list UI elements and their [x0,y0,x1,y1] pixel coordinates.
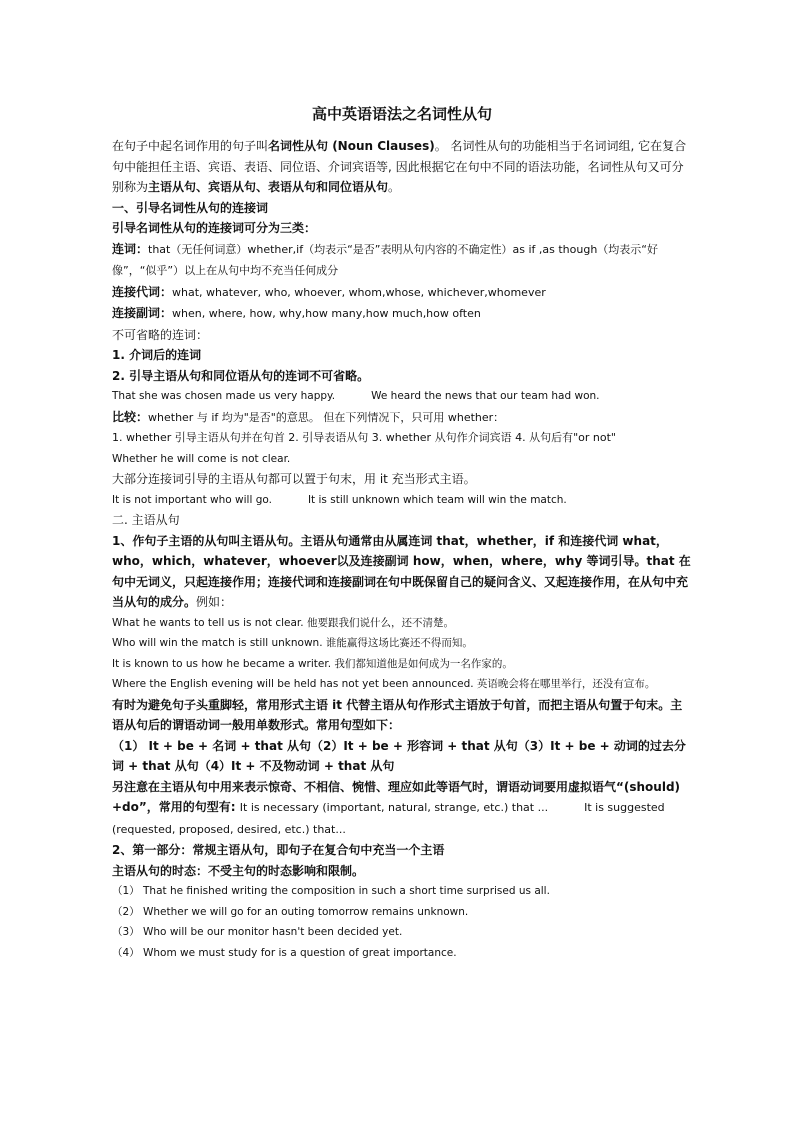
subject-example-3: It is known to us how he became a writer. 我们都知道他是如何成为一名作家的。 [112,657,513,670]
section-1-heading: 一、引导名词性从句的连接词 [112,200,269,215]
it-subject-note: 大部分连接词引导的主语从句都可以置于句末，用 it 充当形式主语。 [112,472,476,486]
section-1-subheading: 引导名词性从句的连接词可分为三类： [112,221,317,235]
omit-rule-2: 2. 引导主语从句和同位语从句的连词不可省略。 [112,368,370,383]
example-3a: It is not important who will go. [112,493,272,506]
list-item: （4） Whom we must study for is a question of great importance. [112,946,457,959]
omit-heading: 不可省略的连词： [112,327,209,342]
intro-text-1: 在句子中起名词作用的句子叫 [112,139,269,153]
definition-text: 1、作句子主语的从句叫主语从句。主语从句通常由从属连词 that，whether，if 和连接代词 what，who，which，whatever，whoever以及连接副词 how，when，where，why 等词引导。that 在句中无词义，只起连接作用；连接代词和连接副词在句中既保留自己的疑问含义、又起连接作用，在从句中充当从句的成分。 [112,533,691,609]
subjunctive-text: 另注意在主语从句中用来表示惊奇、不相信、惋惜、理应如此等语气时，谓语动词要用虚拟语气“(should) +do”，常用的句型有: [112,779,681,814]
list-item: （2） Whether we will go for an outing tomorrow remains unknown. [112,905,469,918]
example-line-2: Whether he will come is not clear. [112,452,291,465]
intro-text-2: 。 名词性从句的功能相当于名词词组, 它在复合句中能担任主语、宾语、表语、同位语、介词宾语等, 因此根据它在句中不同的语法功能，名词性从句又可分别称为 [112,139,687,194]
conjunction-line [112,239,692,282]
conjunction-text: that（无任何词意）whether,if（均表示“是否”表明从句内容的不确定性）as if ,as though（均表示“好像”，“似乎”）以上在从句中均不充当任何成分 [112,242,658,277]
intro-text-3: 。 [388,180,401,194]
subject-example-4: Where the English evening will be held has not yet been announced. 英语晚会将在哪里举行，还没有宣布。 [112,678,656,690]
example-1a: That she was chosen made us very happy. [112,390,336,402]
compare-list: 1. whether 引导主语从句并在句首 2. 引导表语从句 3. whether 从句作介词宾语 4. 从句后有"or not" [112,431,616,444]
subjunctive-pattern-2: It is suggested (requested, proposed, desired, etc.) that... [112,801,665,836]
compare-line [112,407,692,429]
section-2-heading: 二. 主语从句 [112,513,180,527]
example-line-3 [112,490,692,511]
sentence-patterns: （1） It + be + 名词 + that 从句（2）It + be + 形容词 + that 从句（3）It + be + 动词的过去分词 + that 从句（4）It + 不及物动词 + that 从句 [112,738,686,773]
subjunctive-pattern-1: It is necessary (important, natural, strange, etc.) that ... [239,801,549,814]
example-line-1 [112,386,692,407]
pronoun-label: 连接代词： [112,284,173,299]
formal-subject-paragraph: 有时为避免句子头重脚轻，常用形式主语 it 代替主语从句作形式主语放于句首，而把主语从句置于句末。主语从句后的谓语动词一般用单数形式。常用句型如下： [112,697,683,732]
subject-clause-definition [112,531,692,613]
adverb-text: when, where, how, why,how many,how much,how often [172,307,481,320]
example-3b: It is still unknown which team will win the match. [307,493,567,506]
subjunctive-paragraph [112,777,692,841]
subject-example-2: Who will win the match is still unknown. 谁能赢得这场比赛还不得而知。 [112,637,473,649]
list-item: （3） Who will be our monitor hasn't been decided yet. [112,926,403,938]
conjunction-label: 连词： [112,241,149,256]
tense-note: 主语从句的时态：不受主句的时态影响和限制。 [112,863,365,878]
intro-paragraph [112,136,692,198]
omit-rule-1: 1. 介词后的连词 [112,348,202,362]
compare-label: 比较： [112,409,149,424]
intro-clause-types: 主语从句、宾语从句、表语从句和同位语从句 [148,180,389,194]
part-one-heading: 2、第一部分：常规主语从句，即句子在复合句中充当一个主语 [112,843,445,857]
subject-example-1: What he wants to tell us is not clear. 他要跟我们说什么，还不清楚。 [112,616,454,629]
definition-tail: 例如： [196,595,233,609]
adverb-line [112,303,692,325]
list-item: （1） That he finished writing the composition in such a short time surprised us all. [112,885,550,897]
example-1b: We heard the news that our team had won. [371,390,600,402]
pronoun-text: what, whatever, who, whoever, whom,whose, whichever,whomever [172,285,546,299]
adverb-label: 连接副词： [112,306,173,320]
page-title: 高中英语语法之名词性从句 [311,105,492,123]
intro-term: 名词性从句 (Noun Clauses) [268,139,435,153]
compare-text: whether 与 if 均为"是否"的意思。 但在下列情况下，只可用 whether： [148,410,505,424]
pronoun-line [112,282,692,304]
document-page [112,104,692,963]
